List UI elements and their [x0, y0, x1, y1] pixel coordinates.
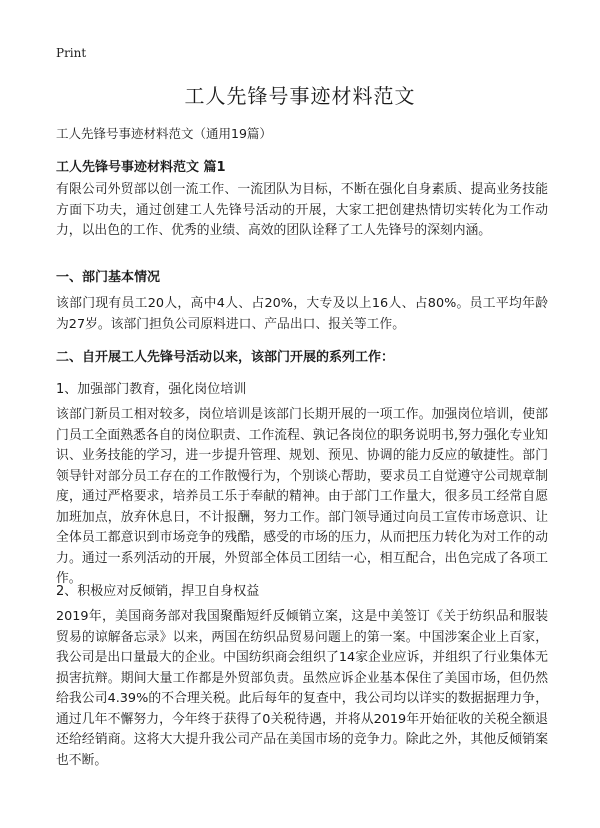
document-subtitle: 工人先锋号事迹材料范文（通用19篇）	[56, 126, 272, 141]
item1-paragraph: 该部门新员工相对较多，岗位培训是该部门长期开展的一项工作。加强岗位培训，使部门员工全面熟悉各自的岗位职责、工作流程、孰记各岗位的职务说明书,努力强化专业知识、业务技能的学习，进一步提升管理、规划、预见、协调的能力反应的敏捷性。部门领导针对部分员工存在的工作散慢行为，个别谈心帮助，要求员工自觉遵守公司规章制度，通过严格要求，培养员工乐于奉献的精神。由于部门工作量大，很多员工经常自愿加班加点，放弃休息日，不计报酬，努力工作。部门领导通过向员工宣传市场意识、让全体员工都意识到市场竞争的残酷，感受的市场的压力，从而把压力转化为对工作的动力。通过一系列活动的开展，外贸部全体员工团结一心，相互配合，出色完成了各项工作。	[56, 407, 548, 586]
article-heading: 工人先锋号事迹材料范文 篇1	[56, 160, 226, 175]
section2-heading: 二、自开展工人先锋号活动以来，该部门开展的系列工作：	[56, 350, 395, 365]
intro-paragraph: 有限公司外贸部以创一流工作、一流团队为目标，不断在强化自身素质、提高业务技能方面下功夫，通过创建工人先锋号活动的开展，大家工把创建热情切实转化为工作动力，以出色的工作、优秀的业绩、高效的团队诠释了工人先锋号的深刻内涵。	[56, 182, 548, 238]
section1-paragraph: 该部门现有员工20人，高中4人、占20%，大专及以上16人、占80%。员工平均年龄为27岁。该部门担负公司原料进口、产品出口、报关等工作。	[56, 296, 548, 332]
item2-paragraph: 2019年，美国商务部对我国聚酯短纤反倾销立案，这是中美签订《关于纺织品和服装贸易的谅解备忘录》以来，两国在纺织品贸易问题上的第一案。中国涉案企业上百家，我公司是出口量最大的企业。中国纺织商会组织了14家企业应诉，并组织了行业集体无损害抗辩。期间大量工作都是外贸部负责。虽然应诉企业基本保住了美国市场，但仍然给我公司4.39%的不合理关税。此后每年的复查中，我公司均以详实的数据据理力争，通过几年不懈努力，今年终于获得了0关税待遇，并将从2019年开始征收的关税全额退还给经销商。这将大大提升我公司产品在美国市场的竞争力。除此之外，其他反倾销案也不断。	[56, 609, 548, 768]
print-label: Print	[56, 46, 87, 60]
item2-heading: 2、积极应对反倾销，捍卫自身权益	[56, 584, 260, 599]
document-title: 工人先锋号事迹材料范文	[184, 84, 416, 108]
section1-heading: 一、部门基本情况	[56, 270, 161, 285]
item1-heading: 1、加强部门教育，强化岗位培训	[56, 382, 247, 397]
